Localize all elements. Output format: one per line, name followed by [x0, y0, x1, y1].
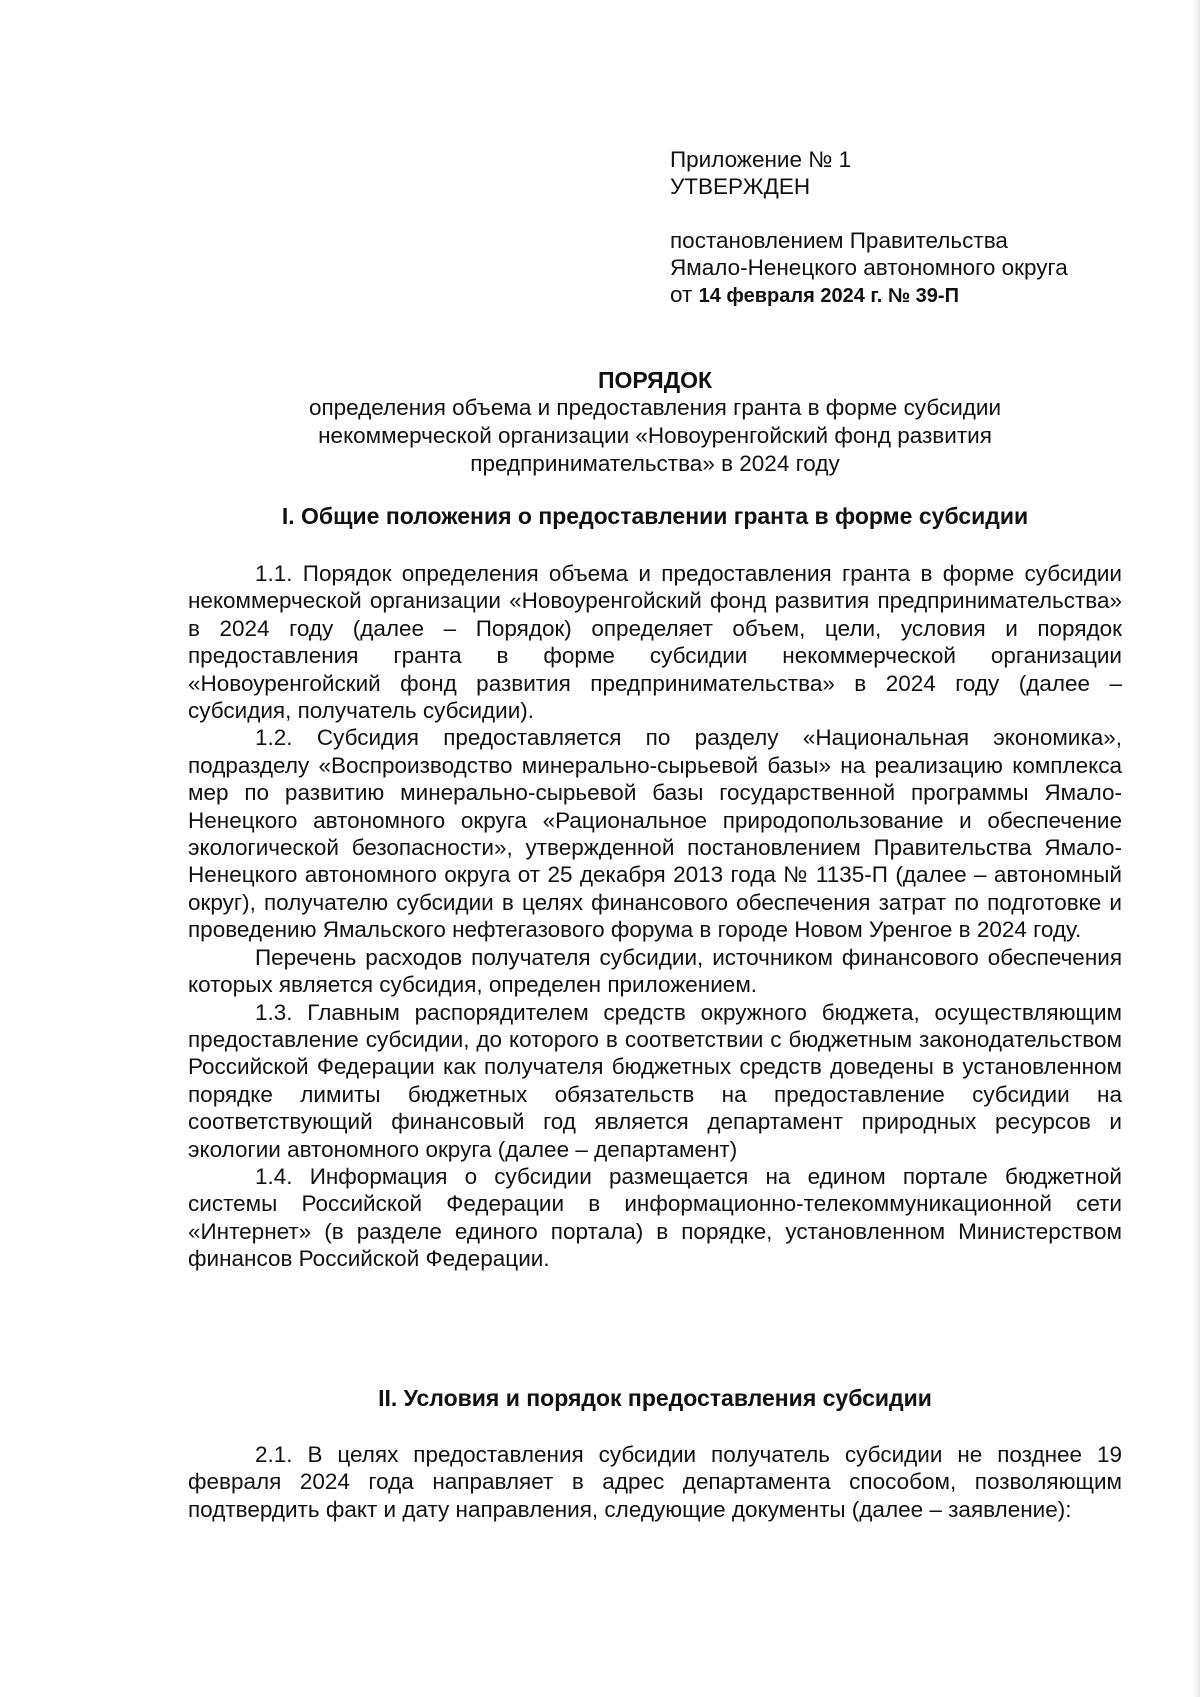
section-body: [188, 560, 1122, 1273]
paragraph: 1.2. Субсидия предоставляется по разделу «Национальная экономика», подразделу «Воспроизводство минерально-сырьевой базы» на реализацию комплекса мер по развитию минерально-сырьевой базы государственной программы Ямало-Ненецкого автономного округа «Рациональное природопользование и обеспечение экологической безопасности», утвержденной постановлением Правительства Ямало-Ненецкого автономного округа от 25 декабря 2013 года № 1135-П (далее – автономный округ), получателю субсидии в целях финансового обеспечения затрат по подготовке и проведению Ямальского нефтегазового форума в городе Новом Уренгое в 2024 году.: [188, 725, 1122, 943]
paragraph: 2.1. В целях предоставления субсидии получатель субсидии не позднее 19 февраля 2024 года направляет в адрес департамента способом, позволяющим подтвердить факт и дату направления, следующие документы (далее – заявление):: [188, 1442, 1122, 1522]
approval-stamp: [670, 146, 1170, 310]
paragraph: 1.4. Информация о субсидии размещается на едином портале бюджетной системы Российской Федерации в информационно-телекоммуникационной сети «Интернет» (в разделе единого портала) в порядке, установленном Министерством финансов Российской Федерации.: [188, 1163, 1122, 1272]
section-heading: I. Общие положения о предоставлении гранта в форме субсидии: [281, 503, 1029, 529]
approval-date-prefix: от: [670, 282, 693, 307]
section-body: [188, 1441, 1122, 1523]
document-title: ПОРЯДОК: [597, 367, 713, 393]
document-title-block: [190, 366, 1120, 478]
appendix-number: Приложение № 1: [670, 147, 852, 172]
approved-label: УТВЕРЖДЕН: [670, 174, 811, 199]
subtitle-line: предпринимательства» в 2024 году: [470, 451, 840, 476]
section-heading: II. Условия и порядок предоставления субсидии: [378, 1385, 932, 1411]
page-edge-shadow: [1193, 0, 1200, 1697]
approved-by-authority: Ямало-Ненецкого автономного округа: [670, 255, 1068, 280]
paragraph: 1.1. Порядок определения объема и предоставления гранта в форме субсидии некоммерческой организации «Новоуренгойский фонд развития предпринимательства» в 2024 году (далее – Порядок) определяет объем, цели, условия и порядок предоставления гранта в форме субсидии некоммерческой организации «Новоуренгойский фонд развития предпринимательства» в 2024 году (далее – субсидия, получатель субсидии).: [188, 561, 1122, 724]
paragraph: Перечень расходов получателя субсидии, источником финансового обеспечения которых является субсидия, определен приложением.: [188, 944, 1122, 998]
subtitle-line: некоммерческой организации «Новоуренгойский фонд развития: [318, 423, 992, 448]
approval-date: 14 февраля 2024 г. № 39-П: [698, 285, 959, 307]
stamp-spacer: [670, 200, 1170, 227]
approved-by-line: постановлением Правительства: [670, 228, 1008, 253]
paragraph: 1.3. Главным распорядителем средств окружного бюджета, осуществляющим предоставление субсидии, до которого в соответствии с бюджетным законодательством Российской Федерации как получателя бюджетных средств доведены в установленном порядке лимиты бюджетных обязательств на предоставление субсидии на соответствующий финансовый год является департамент природных ресурсов и экологии автономного округа (далее – департамент): [188, 999, 1122, 1162]
approval-date-line: [670, 281, 1170, 310]
subtitle-line: определения объема и предоставления гранта в форме субсидии: [308, 395, 1002, 420]
